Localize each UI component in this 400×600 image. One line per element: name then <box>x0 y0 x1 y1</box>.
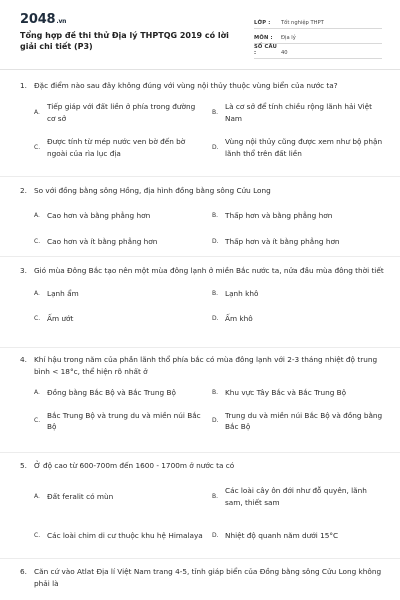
option-d[interactable] <box>212 312 384 326</box>
question-text: Căn cứ vào Atlat Địa lí Việt Nam trang 4-5, tỉnh giáp biển của Đồng bằng sông Cửu Long không phải là <box>34 567 382 588</box>
meta-row-subject <box>254 29 382 44</box>
option-letter: D. <box>212 314 219 322</box>
option-letter: A. <box>34 289 40 297</box>
option-text: Bắc Trung Bộ và trung du và miền núi Bắc Bộ <box>47 410 201 431</box>
answer-options <box>34 92 384 168</box>
option-letter: A. <box>34 108 40 116</box>
question-divider <box>0 176 400 177</box>
option-c[interactable] <box>34 312 206 326</box>
header-divider <box>0 69 400 70</box>
option-letter: C. <box>34 237 41 245</box>
logo-suffix: .vn <box>56 18 67 25</box>
question-5 <box>20 460 390 552</box>
option-letter: A. <box>34 389 40 397</box>
question-divider <box>0 558 400 559</box>
meta-value: Tốt nghiệp THPT <box>281 20 324 26</box>
question-6 <box>20 566 390 589</box>
question-3 <box>20 265 390 337</box>
option-b[interactable] <box>212 287 384 301</box>
option-letter: B. <box>212 211 219 219</box>
option-letter: A. <box>34 211 40 219</box>
option-text: Tiếp giáp với đất liền ở phía trong đường cơ sở <box>47 102 196 123</box>
question-stem <box>20 80 390 92</box>
option-text: Thấp hơn và bằng phẳng hơn <box>225 210 333 220</box>
logo-text: 2048 <box>20 12 56 27</box>
option-b[interactable] <box>212 386 384 400</box>
option-text: Khu vực Tây Bắc và Bắc Trung Bộ <box>225 388 347 398</box>
option-text: Lạnh khô <box>225 288 259 298</box>
option-text: Đất feralit có mùn <box>47 491 114 501</box>
option-letter: C. <box>34 314 41 322</box>
option-a[interactable] <box>34 386 206 400</box>
question-text: Đặc điểm nào sau đây không đúng với vùng nội thủy thuộc vùng biển của nước ta? <box>34 81 338 90</box>
question-text: Gió mùa Đông Bắc tạo nên một mùa đông lạnh ở miền Bắc nước ta, nửa đầu mùa đông thời tiết <box>34 266 384 275</box>
question-2 <box>20 185 390 257</box>
meta-label: LỚP : <box>254 20 271 26</box>
question-number: 2. <box>20 186 27 195</box>
option-letter: D. <box>212 237 219 245</box>
option-c[interactable] <box>34 235 206 249</box>
question-number: 6. <box>20 567 27 576</box>
question-stem <box>20 460 390 472</box>
question-stem <box>20 265 390 277</box>
document-meta <box>254 14 382 59</box>
question-text: Ở độ cao từ 600-700m đến 1600 - 1700m ở nước ta có <box>34 461 235 470</box>
option-d[interactable] <box>212 136 384 160</box>
answer-options <box>34 377 384 447</box>
meta-label: SỐ CÂU : <box>254 44 278 56</box>
option-letter: B. <box>212 289 219 297</box>
meta-value: 40 <box>281 50 288 56</box>
meta-row-count <box>254 44 382 59</box>
option-a[interactable] <box>34 101 206 125</box>
option-letter: D. <box>212 531 219 539</box>
option-d[interactable] <box>212 409 384 433</box>
option-c[interactable] <box>34 136 206 160</box>
option-b[interactable] <box>212 209 384 223</box>
option-d[interactable] <box>212 235 384 249</box>
option-letter: B. <box>212 492 219 500</box>
option-text: Các loài chim di cư thuộc khu hệ Himalaya <box>47 530 203 540</box>
option-letter: C. <box>34 143 41 151</box>
answer-options <box>34 277 384 337</box>
option-letter: C. <box>34 531 41 539</box>
meta-row-class <box>254 14 382 29</box>
option-b[interactable] <box>212 485 384 509</box>
option-text: Lạnh ẩm <box>47 288 79 298</box>
option-text: Được tính từ mép nước ven bờ đến bờ ngoài của rìa lục địa <box>47 137 186 158</box>
question-text: Khí hậu trong năm của phần lãnh thổ phía bắc có mùa đông lạnh với 2-3 tháng nhiệt độ trung bình < 18°c, thể hiện rõ nhất ở <box>34 355 378 376</box>
question-divider <box>0 256 400 257</box>
option-text: Cao hơn và ít bằng phẳng hơn <box>47 236 158 246</box>
option-text: Đồng bằng Bắc Bộ và Bắc Trung Bộ <box>47 388 176 398</box>
option-c[interactable] <box>34 409 206 433</box>
option-a[interactable] <box>34 485 206 509</box>
answer-options <box>34 197 384 257</box>
option-letter: B. <box>212 108 219 116</box>
question-divider <box>0 347 400 348</box>
question-number: 1. <box>20 81 27 90</box>
question-stem <box>20 566 390 589</box>
question-4 <box>20 354 390 447</box>
question-stem <box>20 185 390 197</box>
option-d[interactable] <box>212 524 384 548</box>
option-text: Vùng nội thủy cũng được xem như bộ phận lãnh thổ trên đất liền <box>225 137 383 158</box>
question-stem <box>20 354 390 377</box>
answer-options <box>34 472 384 552</box>
option-a[interactable] <box>34 209 206 223</box>
option-letter: D. <box>212 143 219 151</box>
option-letter: C. <box>34 417 41 425</box>
question-number: 3. <box>20 266 27 275</box>
option-text: Thấp hơn và ít bằng phẳng hơn <box>225 236 340 246</box>
document-title: Tổng hợp đề thi thử Địa lý THPTQG 2019 có lời giải chi tiết (P3) <box>20 31 229 51</box>
question-1 <box>20 80 390 168</box>
question-number: 4. <box>20 355 27 364</box>
meta-value: Địa lý <box>281 35 296 41</box>
option-letter: A. <box>34 492 40 500</box>
option-text: Ấm khô <box>225 313 253 323</box>
meta-label: MÔN : <box>254 35 273 41</box>
option-text: Trung du và miền núi Bắc Bộ và đồng bằng Bắc Bộ <box>225 410 383 431</box>
question-divider <box>0 452 400 453</box>
option-b[interactable] <box>212 101 384 125</box>
question-number: 5. <box>20 461 27 470</box>
option-text: Ấm ướt <box>47 313 74 323</box>
option-letter: B. <box>212 389 219 397</box>
option-c[interactable] <box>34 524 206 548</box>
question-text: So với đồng bằng sông Hồng, địa hình đồng bằng sông Cửu Long <box>34 186 271 195</box>
option-text: Nhiệt độ quanh năm dưới 15°C <box>225 530 339 540</box>
site-logo[interactable] <box>20 12 66 27</box>
option-a[interactable] <box>34 287 206 301</box>
option-letter: D. <box>212 417 219 425</box>
document-header <box>0 0 400 66</box>
option-text: Là cơ sở để tính chiều rộng lãnh hải Việt Nam <box>225 102 372 123</box>
option-text: Cao hơn và bằng phẳng hơn <box>47 210 151 220</box>
option-text: Các loài cây ôn đới như đỗ quyên, lãnh sam, thiết sam <box>225 486 367 507</box>
